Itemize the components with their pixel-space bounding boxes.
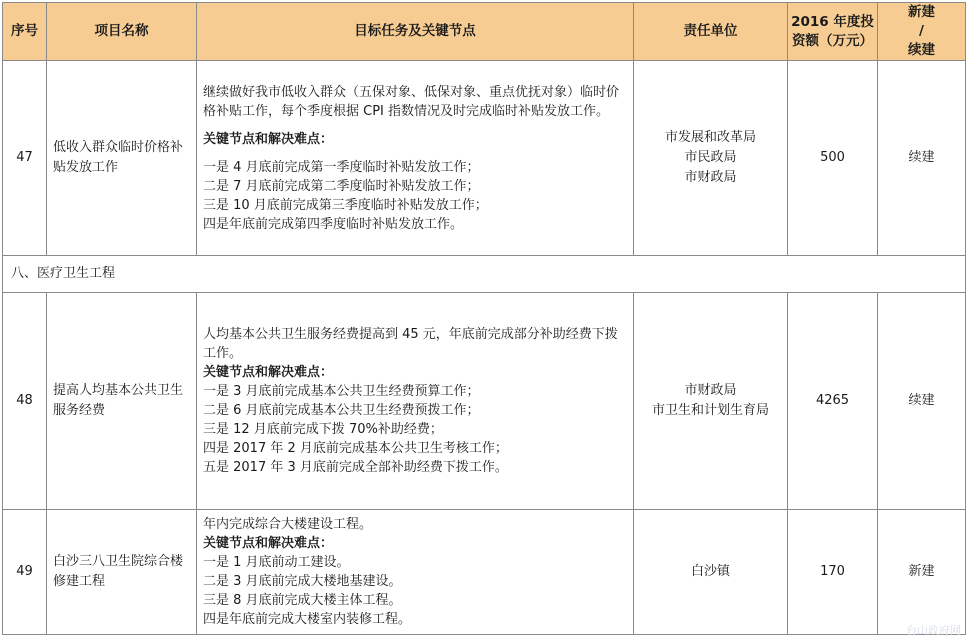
task-intro: 年内完成综合大楼建设工程。 — [203, 517, 373, 532]
row-name: 低收入群众临时价格补贴发放工作 — [47, 61, 197, 256]
header-task: 目标任务及关键节点 — [197, 3, 634, 61]
row-task — [197, 61, 634, 256]
row-name: 白沙三八卫生院综合楼修建工程 — [47, 510, 197, 635]
task-node: 三是 12 月底前完成下拨 70%补助经费； — [203, 422, 443, 437]
task-node: 四是 2017 年 2 月底前完成基本公共卫生考核工作； — [203, 441, 508, 456]
table-row — [3, 293, 966, 510]
row-seq: 48 — [3, 293, 47, 510]
task-node: 三是 10 月底前完成第三季度临时补贴发放工作； — [203, 197, 488, 213]
row-name: 提高人均基本公共卫生服务经费 — [47, 293, 197, 510]
header-status-line1: 新建 — [908, 4, 935, 20]
task-node: 二是 3 月底前完成大楼地基建设。 — [203, 574, 402, 589]
header-status-line3: 续建 — [908, 42, 935, 58]
header-invest — [788, 3, 878, 61]
row-invest: 170 — [788, 510, 878, 635]
unit-name: 市财政局 — [684, 170, 737, 185]
row-task — [197, 293, 634, 510]
unit-name: 市卫生和计划生育局 — [651, 403, 769, 418]
task-intro: 人均基本公共卫生服务经费提高到 45 元，年底前完成部分补助经费下拨工作。 — [203, 327, 618, 361]
header-invest-line2: 资额（万元） — [792, 32, 873, 49]
row-status: 续建 — [878, 293, 966, 510]
table-row — [3, 61, 966, 256]
header-status — [878, 3, 966, 61]
header-seq: 序号 — [3, 3, 47, 61]
row-seq: 49 — [3, 510, 47, 635]
task-intro: 继续做好我市低收入群众（五保对象、低保对象、重点优抚对象）临时价格补贴工作，每个季度根据 CPI 指数情况及时完成临时补贴发放工作。 — [203, 84, 620, 119]
row-invest: 500 — [788, 61, 878, 256]
section-row — [3, 256, 966, 293]
row-invest: 4265 — [788, 293, 878, 510]
task-node: 一是 4 月底前完成第一季度临时补贴发放工作； — [203, 159, 480, 175]
section-title: 八、医疗卫生工程 — [3, 256, 966, 293]
row-seq: 47 — [3, 61, 47, 256]
unit-name: 市民政局 — [684, 150, 737, 165]
task-node: 一是 3 月底前完成基本公共卫生经费预算工作； — [203, 384, 480, 399]
row-unit — [634, 61, 788, 256]
task-node: 二是 6 月底前完成基本公共卫生经费预拨工作； — [203, 403, 480, 418]
project-table — [2, 2, 966, 635]
unit-name: 市发展和改革局 — [664, 130, 756, 145]
key-heading: 关键节点和解决难点： — [203, 131, 334, 147]
task-node: 三是 8 月底前完成大楼主体工程。 — [203, 593, 402, 608]
key-heading: 关键节点和解决难点： — [203, 536, 334, 551]
unit-name: 白沙镇 — [690, 564, 730, 579]
task-node: 五是 2017 年 3 月底前完成全部补助经费下拨工作。 — [203, 460, 508, 475]
task-node: 二是 7 月底前完成第二季度临时补贴发放工作； — [203, 178, 480, 194]
row-unit — [634, 510, 788, 635]
unit-name: 市财政局 — [684, 383, 737, 398]
header-unit: 责任单位 — [634, 3, 788, 61]
header-status-line2: / — [919, 23, 924, 39]
header-name: 项目名称 — [47, 3, 197, 61]
key-heading: 关键节点和解决难点： — [203, 365, 334, 380]
row-task — [197, 510, 634, 635]
row-status: 续建 — [878, 61, 966, 256]
task-node: 一是 1 月底前动工建设。 — [203, 555, 350, 570]
row-unit — [634, 293, 788, 510]
row-status: 新建 — [878, 510, 966, 635]
site-watermark: 台山政府网 — [906, 624, 961, 637]
task-node: 四是年底前完成大楼室内装修工程。 — [203, 612, 412, 627]
task-node: 四是年底前完成第四季度临时补贴发放工作。 — [203, 216, 464, 232]
header-invest-line1: 2016 年度投 — [791, 13, 874, 30]
table-row — [3, 510, 966, 635]
table-header-row — [3, 3, 966, 61]
